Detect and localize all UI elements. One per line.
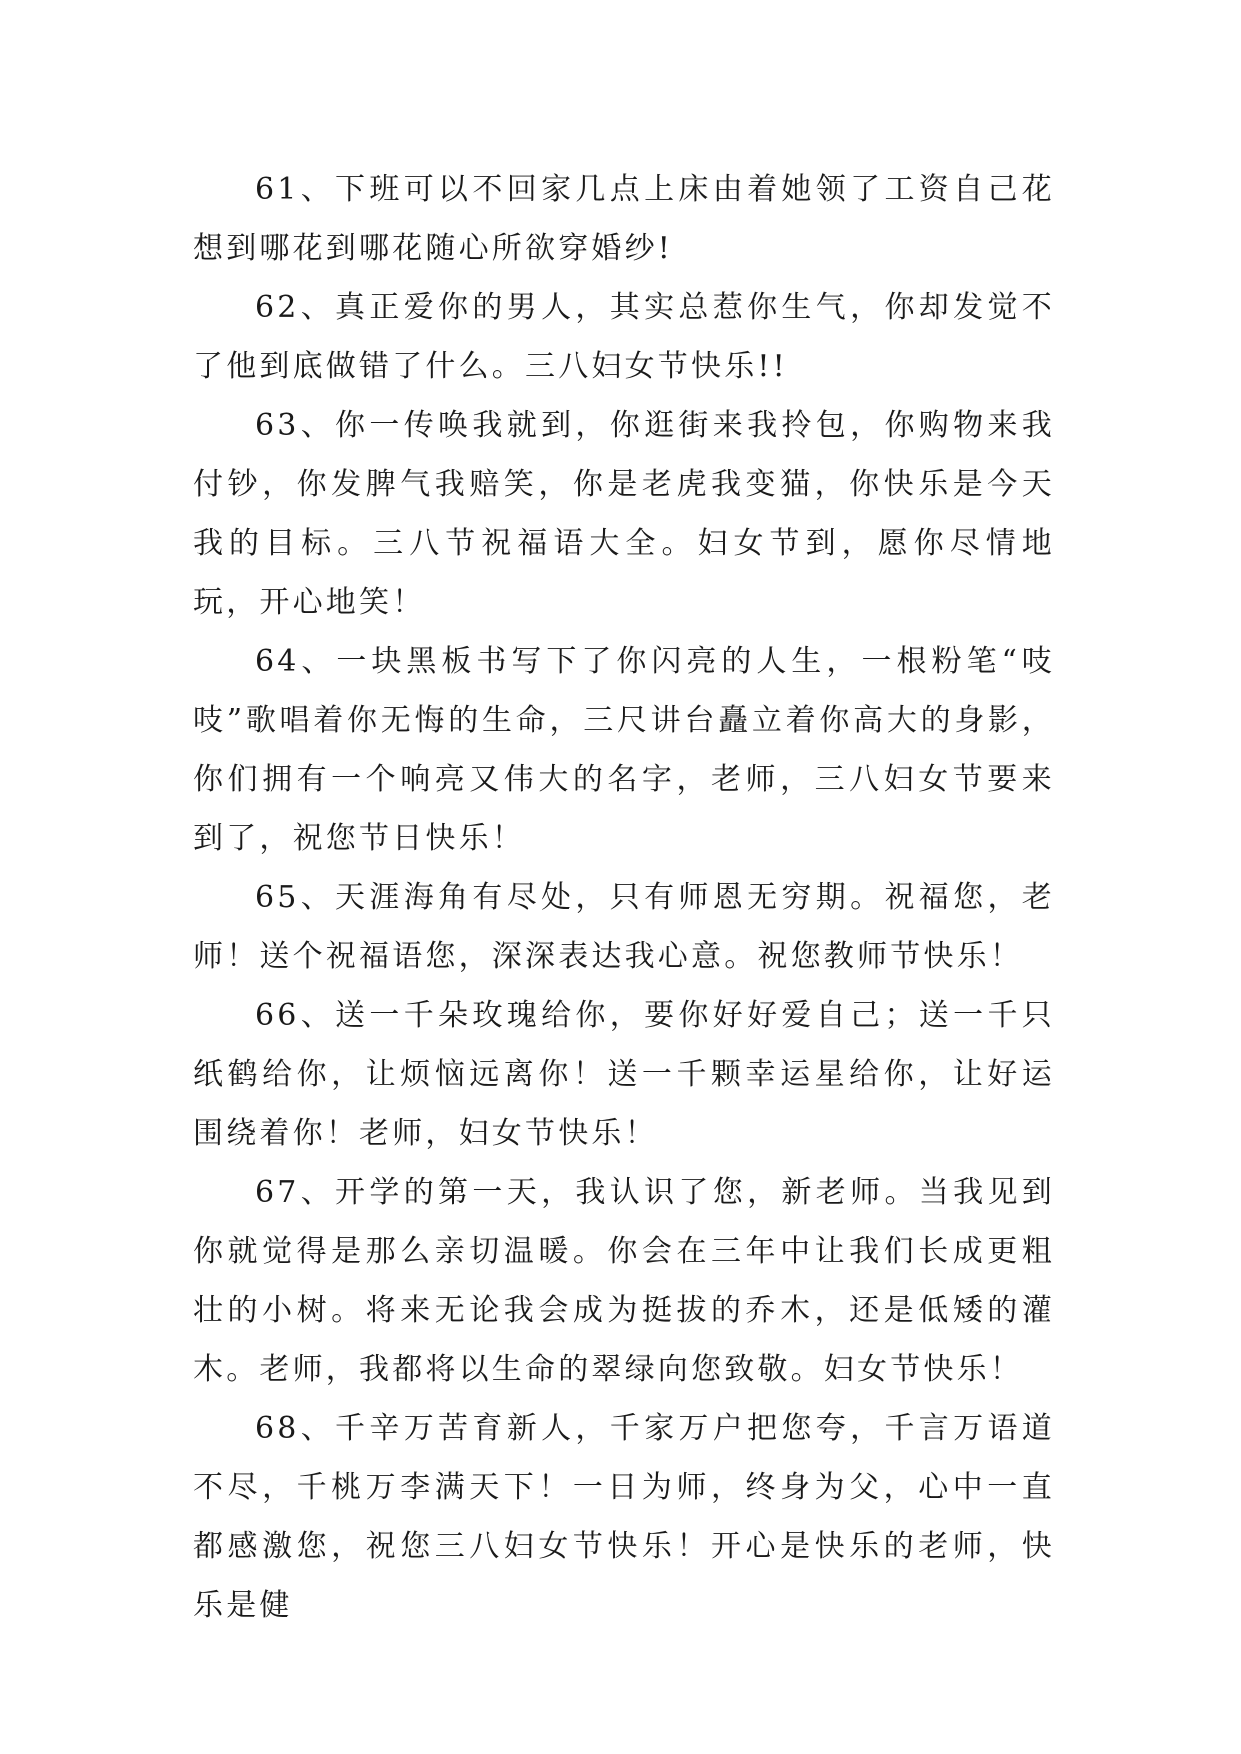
paragraph-63: 63、你一传唤我就到，你逛街来我拎包，你购物来我付钞，你发脾气我赔笑，你是老虎我变猫，你快乐是今天我的目标。三八节祝福语大全。妇女节到，愿你尽情地玩，开心地笑！: [193, 408, 1055, 620]
document-body: [193, 160, 1055, 1635]
paragraph-61: 61、下班可以不回家几点上床由着她领了工资自己花想到哪花到哪花随心所欲穿婚纱!: [193, 172, 1055, 266]
paragraph-68: 68、千辛万苦育新人，千家万户把您夸，千言万语道不尽，千桃万李满天下！一日为师，终身为父，心中一直都感激您，祝您三八妇女节快乐！开心是快乐的老师，快乐是健: [193, 1411, 1055, 1623]
paragraph-64: 64、一块黑板书写下了你闪亮的人生，一根粉笔“吱吱”歌唱着你无悔的生命，三尺讲台矗立着你高大的身影，你们拥有一个响亮又伟大的名字，老师，三八妇女节要来到了，祝您节日快乐！: [193, 644, 1055, 856]
paragraph-66: 66、送一千朵玫瑰给你，要你好好爱自己；送一千只纸鹤给你，让烦恼远离你！送一千颗幸运星给你，让好运围绕着你！老师，妇女节快乐！: [193, 998, 1055, 1151]
paragraph-62: 62、真正爱你的男人，其实总惹你生气，你却发觉不了他到底做错了什么。三八妇女节快乐!!: [193, 290, 1055, 384]
paragraph-65: 65、天涯海角有尽处，只有师恩无穷期。祝福您，老师！送个祝福语您，深深表达我心意。祝您教师节快乐！: [193, 880, 1055, 974]
paragraph-67: 67、开学的第一天，我认识了您，新老师。当我见到你就觉得是那么亲切温暖。你会在三年中让我们长成更粗壮的小树。将来无论我会成为挺拔的乔木，还是低矮的灌木。老师，我都将以生命的翠绿向您致敬。妇女节快乐！: [193, 1175, 1055, 1387]
